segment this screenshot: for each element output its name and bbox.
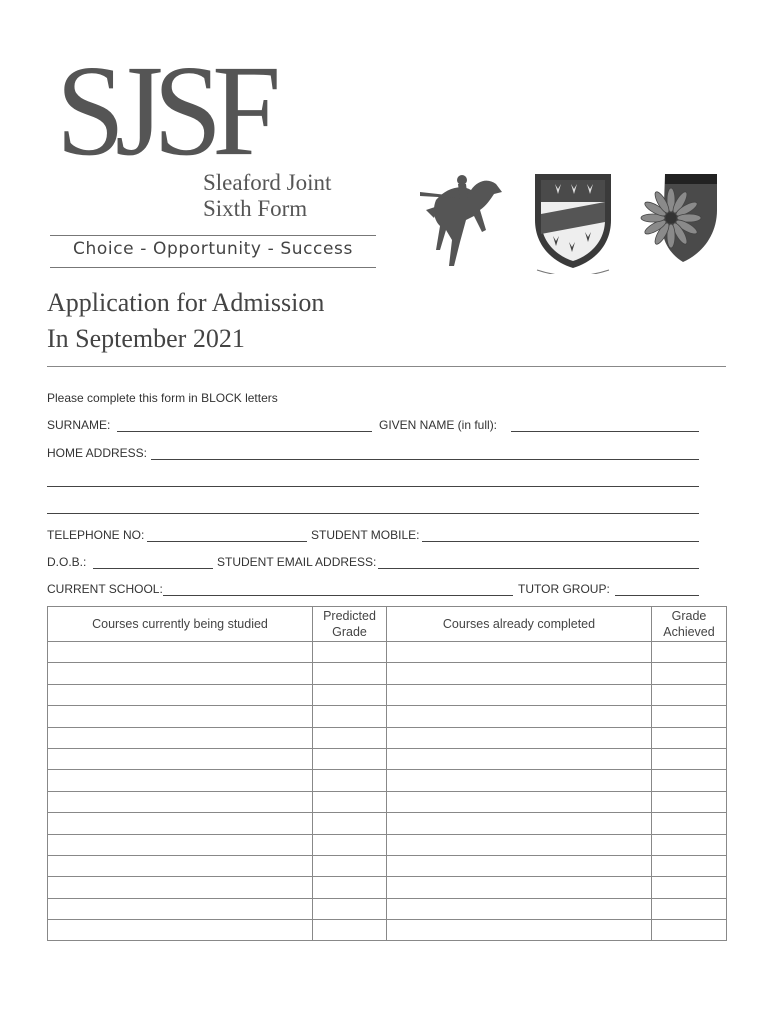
predicted-grade-cell[interactable] — [313, 877, 387, 898]
course-completed-cell[interactable] — [387, 791, 652, 812]
course-completed-cell[interactable] — [387, 877, 652, 898]
predicted-grade-cell[interactable] — [313, 642, 387, 663]
predicted-grade-cell[interactable] — [313, 898, 387, 919]
table-row — [48, 727, 727, 748]
telephone-label: TELEPHONE NO: — [47, 528, 145, 542]
table-row — [48, 813, 727, 834]
grade-achieved-cell[interactable] — [652, 706, 727, 727]
course-completed-cell[interactable] — [387, 813, 652, 834]
grade-achieved-cell[interactable] — [652, 877, 727, 898]
grade-achieved-cell[interactable] — [652, 727, 727, 748]
title-line2: In September 2021 — [47, 324, 245, 353]
telephone-field[interactable] — [147, 541, 307, 542]
grade-achieved-cell[interactable] — [652, 920, 727, 941]
course-current-cell[interactable] — [48, 791, 313, 812]
motto-rule-bottom — [50, 267, 376, 268]
table-row — [48, 748, 727, 769]
logo-mark: SJSF — [56, 38, 272, 183]
header-predicted-grade: Predicted Grade — [313, 607, 387, 642]
course-completed-cell[interactable] — [387, 770, 652, 791]
course-current-cell[interactable] — [48, 748, 313, 769]
dob-field[interactable] — [93, 568, 213, 569]
predicted-grade-cell[interactable] — [313, 834, 387, 855]
instructions-text: Please complete this form in BLOCK letters — [47, 391, 278, 405]
table-row — [48, 684, 727, 705]
course-current-cell[interactable] — [48, 706, 313, 727]
logo-school-name — [203, 170, 403, 222]
predicted-grade-cell[interactable] — [313, 706, 387, 727]
predicted-grade-cell[interactable] — [313, 684, 387, 705]
table-row — [48, 706, 727, 727]
surname-field[interactable] — [117, 431, 372, 432]
grade-achieved-cell[interactable] — [652, 791, 727, 812]
course-completed-cell[interactable] — [387, 642, 652, 663]
course-current-cell[interactable] — [48, 898, 313, 919]
page-title — [47, 285, 447, 357]
tutor-group-label: TUTOR GROUP: — [518, 582, 610, 596]
grade-achieved-cell[interactable] — [652, 855, 727, 876]
flower-shield-emblem-icon — [637, 170, 719, 264]
given-name-label: GIVEN NAME (in full): — [379, 418, 498, 432]
grade-achieved-cell[interactable] — [652, 663, 727, 684]
table-row — [48, 898, 727, 919]
dob-label: D.O.B.: — [47, 555, 87, 569]
home-address-field-line3[interactable] — [47, 513, 699, 514]
student-email-label: STUDENT EMAIL ADDRESS: — [217, 555, 377, 569]
course-completed-cell[interactable] — [387, 920, 652, 941]
predicted-grade-cell[interactable] — [313, 663, 387, 684]
table-row — [48, 877, 727, 898]
header-grade-achieved: Grade Achieved — [652, 607, 727, 642]
predicted-grade-cell[interactable] — [313, 791, 387, 812]
grade-achieved-cell[interactable] — [652, 834, 727, 855]
course-current-cell[interactable] — [48, 813, 313, 834]
grade-achieved-cell[interactable] — [652, 770, 727, 791]
course-completed-cell[interactable] — [387, 855, 652, 876]
course-current-cell[interactable] — [48, 920, 313, 941]
home-address-label: HOME ADDRESS: — [47, 446, 148, 460]
predicted-grade-cell[interactable] — [313, 813, 387, 834]
current-school-field[interactable] — [163, 595, 513, 596]
course-completed-cell[interactable] — [387, 898, 652, 919]
header-courses-completed: Courses already completed — [387, 607, 652, 642]
student-mobile-field[interactable] — [422, 541, 699, 542]
course-current-cell[interactable] — [48, 877, 313, 898]
table-row — [48, 834, 727, 855]
course-completed-cell[interactable] — [387, 684, 652, 705]
motto-rule-top — [50, 235, 376, 236]
table-row — [48, 770, 727, 791]
school-shield-emblem-icon — [531, 170, 615, 274]
table-row — [48, 920, 727, 941]
course-completed-cell[interactable] — [387, 663, 652, 684]
grade-achieved-cell[interactable] — [652, 684, 727, 705]
course-completed-cell[interactable] — [387, 706, 652, 727]
course-current-cell[interactable] — [48, 834, 313, 855]
course-completed-cell[interactable] — [387, 727, 652, 748]
home-address-field-line2[interactable] — [47, 486, 699, 487]
table-row — [48, 855, 727, 876]
student-mobile-label: STUDENT MOBILE: — [311, 528, 420, 542]
horse-rider-emblem-icon — [416, 170, 520, 270]
logo-name-line2: Sixth Form — [203, 196, 308, 221]
course-current-cell[interactable] — [48, 684, 313, 705]
table-row — [48, 663, 727, 684]
header-courses-current: Courses currently being studied — [48, 607, 313, 642]
course-current-cell[interactable] — [48, 855, 313, 876]
predicted-grade-cell[interactable] — [313, 855, 387, 876]
surname-label: SURNAME: — [47, 418, 111, 432]
grade-achieved-cell[interactable] — [652, 748, 727, 769]
predicted-grade-cell[interactable] — [313, 920, 387, 941]
courses-table-body — [48, 642, 727, 941]
tutor-group-field[interactable] — [615, 595, 699, 596]
courses-table — [47, 606, 727, 941]
grade-achieved-cell[interactable] — [652, 642, 727, 663]
table-header-row — [48, 607, 727, 642]
table-row — [48, 642, 727, 663]
course-current-cell[interactable] — [48, 727, 313, 748]
course-current-cell[interactable] — [48, 663, 313, 684]
course-current-cell[interactable] — [48, 770, 313, 791]
home-address-field-line1[interactable] — [151, 459, 699, 460]
predicted-grade-cell[interactable] — [313, 727, 387, 748]
current-school-label: CURRENT SCHOOL: — [47, 582, 163, 596]
grade-achieved-cell[interactable] — [652, 898, 727, 919]
predicted-grade-cell[interactable] — [313, 770, 387, 791]
predicted-grade-cell[interactable] — [313, 748, 387, 769]
course-completed-cell[interactable] — [387, 748, 652, 769]
table-row — [48, 791, 727, 812]
motto: Choice - Opportunity - Success — [73, 239, 353, 259]
course-current-cell[interactable] — [48, 642, 313, 663]
student-email-field[interactable] — [378, 568, 699, 569]
title-divider — [47, 366, 726, 367]
given-name-field[interactable] — [511, 431, 699, 432]
logo-name-line1: Sleaford Joint — [203, 170, 332, 195]
grade-achieved-cell[interactable] — [652, 813, 727, 834]
course-completed-cell[interactable] — [387, 834, 652, 855]
title-line1: Application for Admission — [47, 288, 325, 317]
